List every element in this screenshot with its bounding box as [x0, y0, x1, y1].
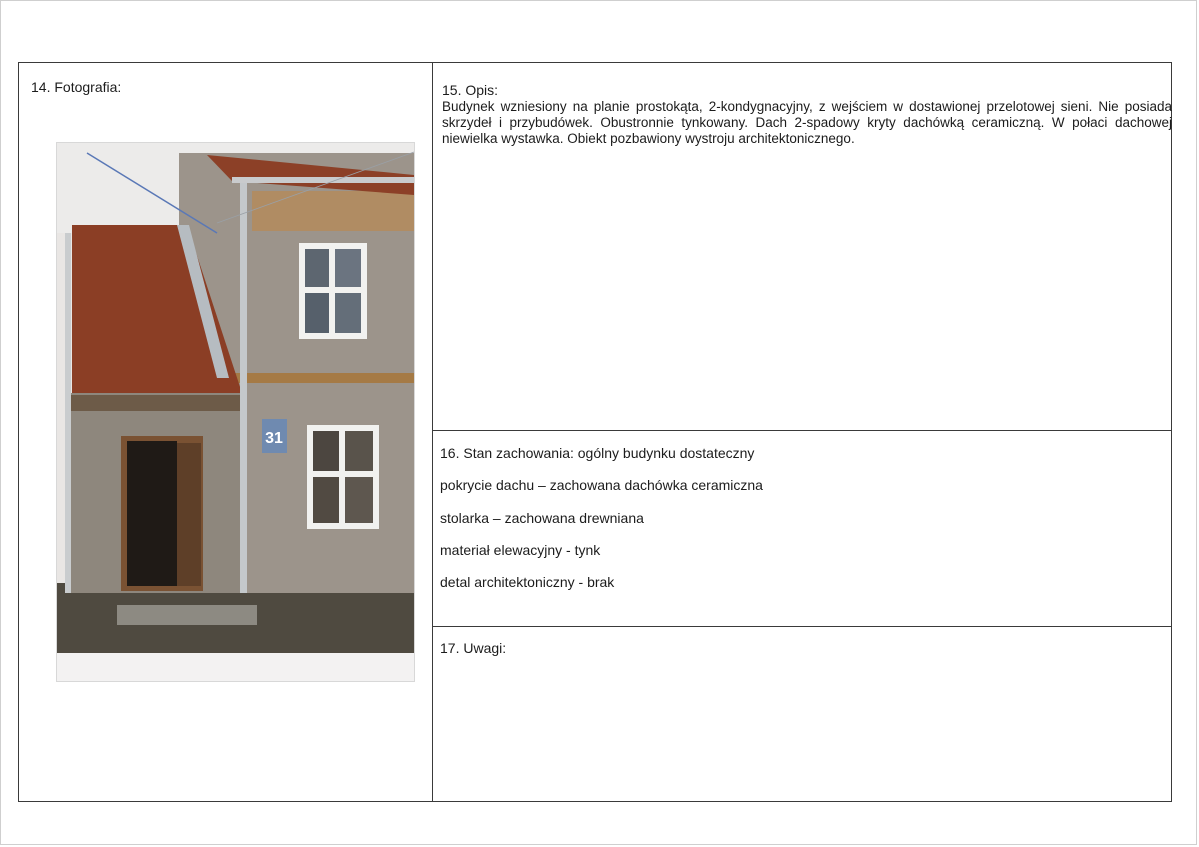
description-label: 15. Opis: [442, 82, 499, 98]
photo-section-label: 14. Fotografia: [31, 79, 122, 95]
condition-item-roof: pokrycie dachu – zachowana dachówka ceramiczna [440, 477, 763, 493]
condition-item-facade: materiał elewacyjny - tynk [440, 542, 601, 558]
condition-label: 16. Stan zachowania: ogólny budynku dostateczny [440, 445, 755, 461]
remarks-label: 17. Uwagi: [440, 640, 507, 656]
row-divider-condition [432, 626, 1171, 627]
condition-item-detail: detal architektoniczny - brak [440, 574, 615, 590]
row-divider-description [432, 430, 1171, 431]
condition-item-joinery: stolarka – zachowana drewniana [440, 510, 644, 526]
description-text: Budynek wzniesiony na planie prostokąta, 2-kondygnacyjny, z wejściem w dostawionej przelotowej sieni. Nie posiada skrzydeł i przybudówek. Obustronnie tynkowany. Dach 2-spadowy kryty dachówką ceramiczną. W połaci dachowej niewielka wystawka. Obiekt pozbawiony wystroju architektonicznego. [442, 99, 1172, 146]
column-divider [432, 63, 433, 801]
house-number-plate: 31 [265, 430, 283, 447]
building-photo [57, 143, 414, 681]
